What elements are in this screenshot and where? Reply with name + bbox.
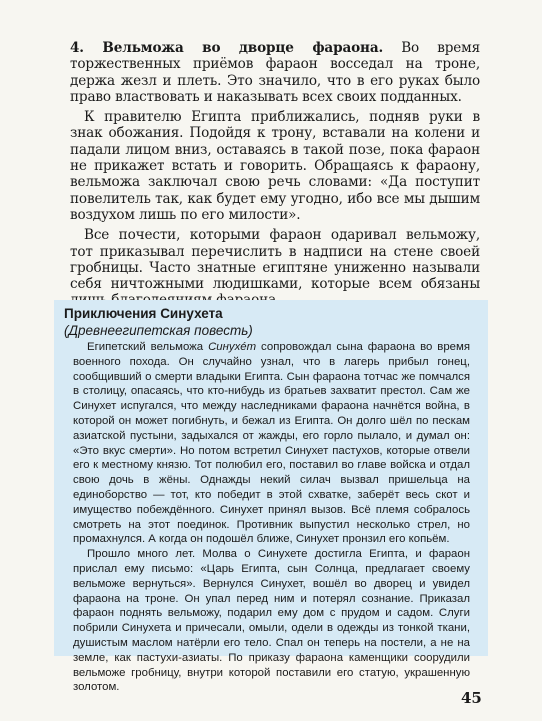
section-heading: 4. Вельможа во дворце фараона. [70,40,384,56]
story-paragraph-1-start: Египетский вельможа [87,341,209,353]
story-paragraph-2: Прошло много лет. Молва о Синухете достигла Египта, и фараон прислал ему письмо: «Царь Египта, сын Солнца, предлагает своему вельможе вернуться». Вернулся Синухет, вошёл во дворец и увидел фараона на троне. Он упал перед ним и потерял сознание. Приказал фараон поднять вельможу, подарил ему дом с прудом и садом. Слуги побрили Синухета и причесали, омыли, одели в одежды из тонкой ткани, душистым маслом натёрли его тело. Спал он теперь на постели, а не на земле, как пастухи-азиаты. По приказу фараона каменщики соорудили вельможе гробницу, внутри которой поставили его статую, украшенную золотом. [73,548,470,694]
story-title: Приключения Синухета [64,306,223,321]
paragraph-3: Все почести, которыми фараон одаривал вельможу, тот приказывал перечислить в надписи на стене своей гробницы. Часто знатные египтяне униженно называли себя ничтожными людишками, которые всем обязаны [70,227,480,293]
paragraph-1-text: Во время торжественных приёмов фараон восседал на троне, держа жезл и плеть. Это значило, что в его руках было право властвовать и наказывать всех своих подданных. [70,40,481,105]
story-subtitle: (Древнеегипетская повесть) [64,323,253,338]
hero-name: Синухéт [208,341,257,353]
paragraph-1 [70,40,480,105]
story-paragraph-1-rest: сопровождал сына фараона во время военного похода. Он случайно узнал, что в лагерь прибыл гонец, сообщивший о смерти владыки Египта. Сын фараона тотчас же помчался в столицу, опасаясь, что кто-нибудь из братьев захватит престол. Сам же Синухет испугался, что между наследниками фараона начнётся война, в которой он может погибнуть, и бежал из Египта. Он долго шёл по пескам азиатской пустыни, задыхался от жажды, его горло пылало, и думал он: «Это вкус смерти». Но потом встретил Синухет пастухов, которые отвели его к местному князю. Тот полюбил его, поставил во главе войска и отдал свою дочь в жёны. Однажды некий силач вызвал пришельца на единоборство — тот, кто победит в этой схватке, заберёт весь скот и имущество побеждённого. Синухет принял вызов. Всё племя собралось смотреть на этот поединок. Противник выпустил несколько стрел, но промахнулся. А когда он подошёл ближе, Синухет пронзил его копьём. [73,341,470,546]
story-paragraph-1 [73,340,470,547]
main-text [70,40,480,313]
page-number: 45 [461,689,482,707]
story-text [73,340,470,695]
story-header [64,305,474,339]
paragraph-2: К правителю Египта приближались, подняв руки в знак обожания. Подойдя к трону, вставали на колени и падали лицом вниз, оставаясь в такой позе, пока фараон не прикажет встать и говорить. Обращаясь к фараону, вельможа заключал свою речь словами: «Да поступит повелитель так, как будет ему угодно, ибо все мы дышим воздухом лишь по его милости». [70,109,480,223]
story-box [54,300,488,694]
